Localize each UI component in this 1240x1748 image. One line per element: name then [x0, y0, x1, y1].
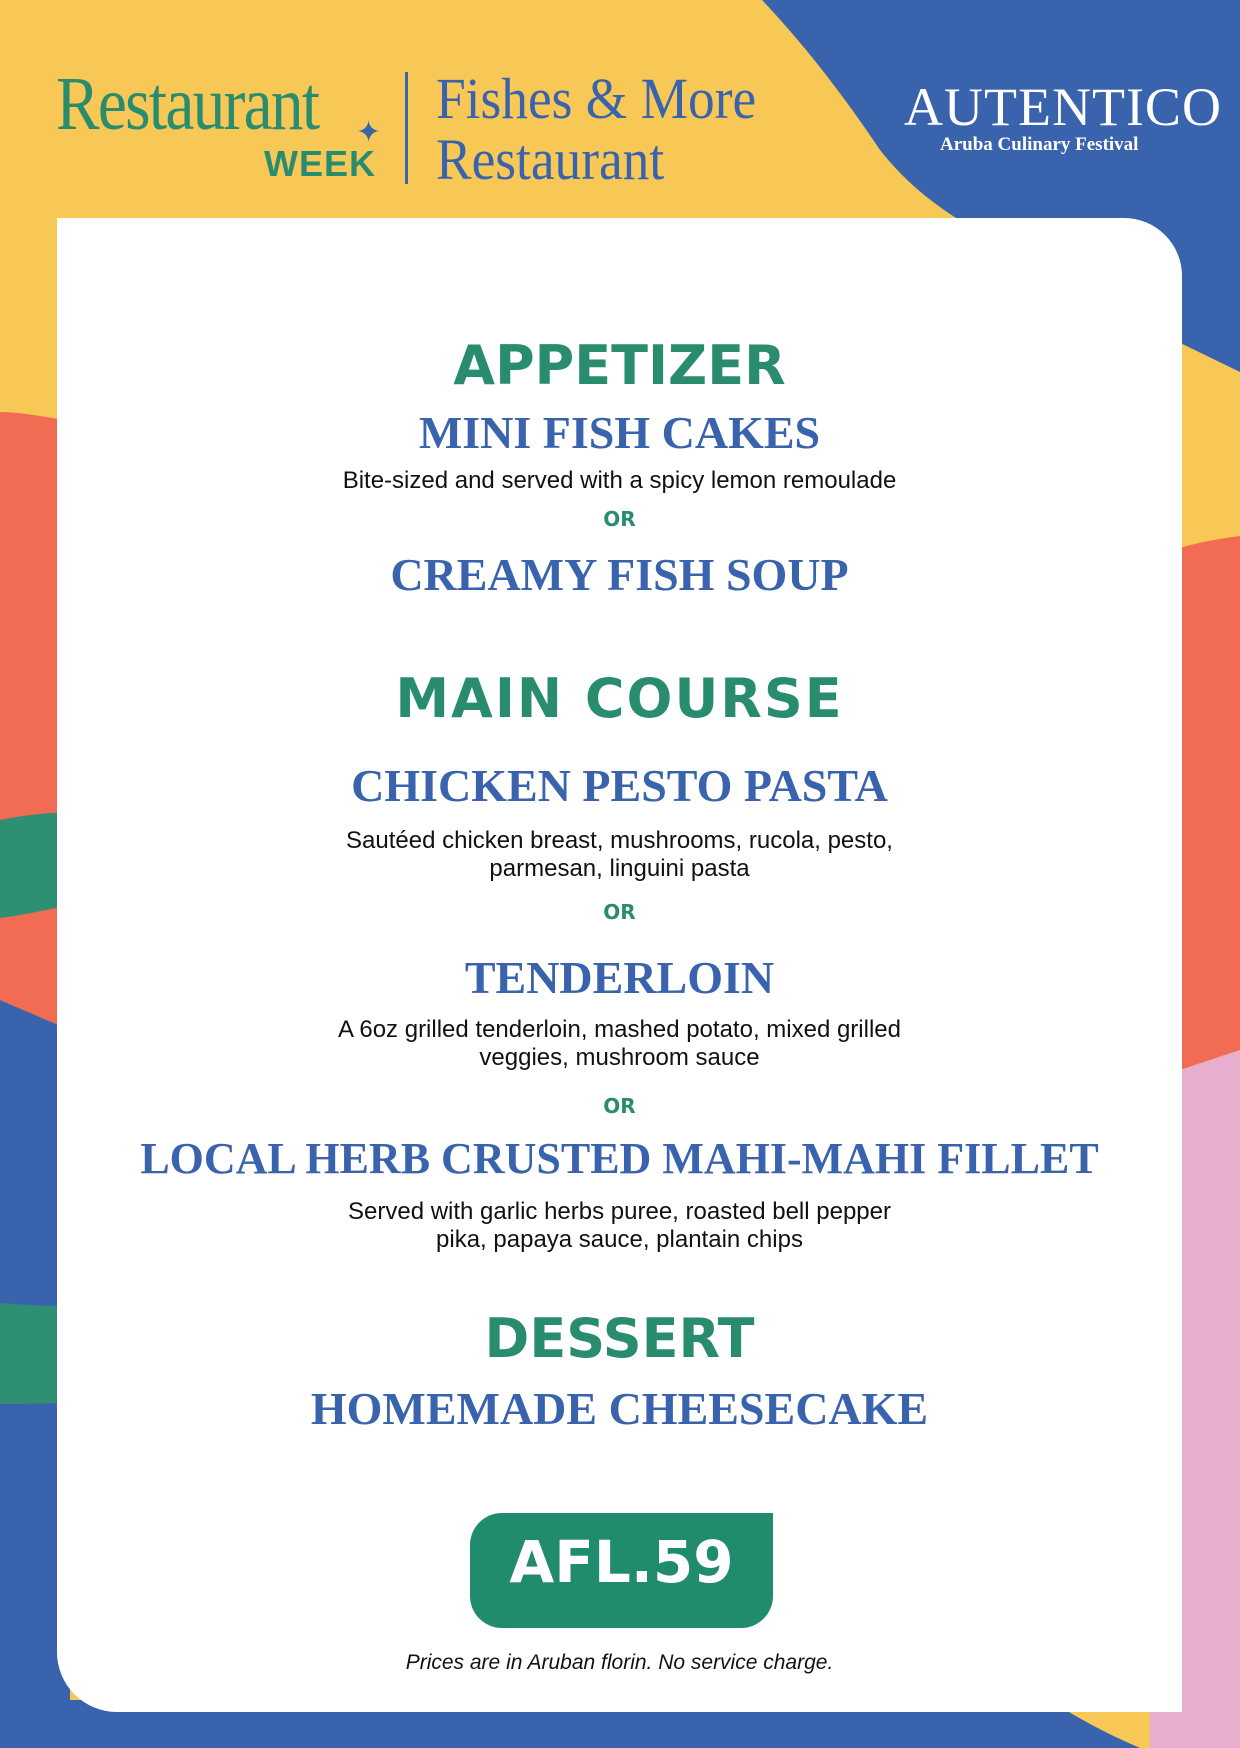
restaurant-name-line1: Fishes & More — [436, 66, 757, 131]
main-dish-3-desc — [57, 1198, 1182, 1254]
appetizer-dish-2: CREAMY FISH SOUP — [390, 549, 849, 600]
appetizer-dish-1: MINI FISH CAKES — [418, 407, 821, 458]
restaurant-name-line2: Restaurant — [436, 127, 665, 193]
main-dish-1-desc — [57, 827, 1182, 883]
main-course-heading: MAIN COURSE — [395, 667, 844, 730]
appetizer-dish-1-desc: Bite-sized and served with a spicy lemon remoulade — [342, 467, 897, 494]
main-dish-2-desc-line1: A 6oz grilled tenderloin, mashed potato, mixed grilled — [338, 1016, 901, 1043]
header-divider — [405, 72, 408, 184]
appetizer-heading: APPETIZER — [453, 334, 786, 397]
festival-subtitle: Aruba Culinary Festival — [940, 134, 1139, 155]
or-separator: OR — [603, 900, 636, 924]
main-dish-1: CHICKEN PESTO PASTA — [351, 760, 888, 811]
main-dish-3-desc-line1: Served with garlic herbs puree, roasted bell pepper — [348, 1198, 891, 1225]
sparkle-icon: ✦ — [356, 116, 382, 149]
event-name: Restaurant — [56, 62, 319, 146]
main-dish-3-desc-line2: pika, papaya sauce, plantain chips — [436, 1226, 803, 1253]
main-dish-1-desc-line1: Sautéed chicken breast, mushrooms, rucola, pesto, — [346, 827, 893, 854]
main-dish-2-desc — [57, 1016, 1182, 1072]
festival-name: AUTENTICO — [904, 77, 1222, 137]
main-dish-1-desc-line2: parmesan, linguini pasta — [489, 855, 750, 882]
event-week: WEEK — [264, 143, 376, 184]
or-separator: OR — [603, 507, 636, 531]
main-dish-2-desc-line2: veggies, mushroom sauce — [479, 1044, 760, 1071]
main-dish-2: TENDERLOIN — [464, 952, 775, 1003]
pricing-note: Prices are in Aruban florin. No service charge. — [405, 1651, 834, 1674]
price-label: AFL.59 — [509, 1528, 734, 1596]
main-dish-3: LOCAL HERB CRUSTED MAHI-MAHI FILLET — [140, 1134, 1099, 1183]
dessert-heading: DESSERT — [484, 1307, 755, 1370]
or-separator: OR — [603, 1094, 636, 1118]
dessert-dish-1: HOMEMADE CHEESECAKE — [310, 1383, 929, 1434]
restaurant-name — [436, 68, 756, 191]
